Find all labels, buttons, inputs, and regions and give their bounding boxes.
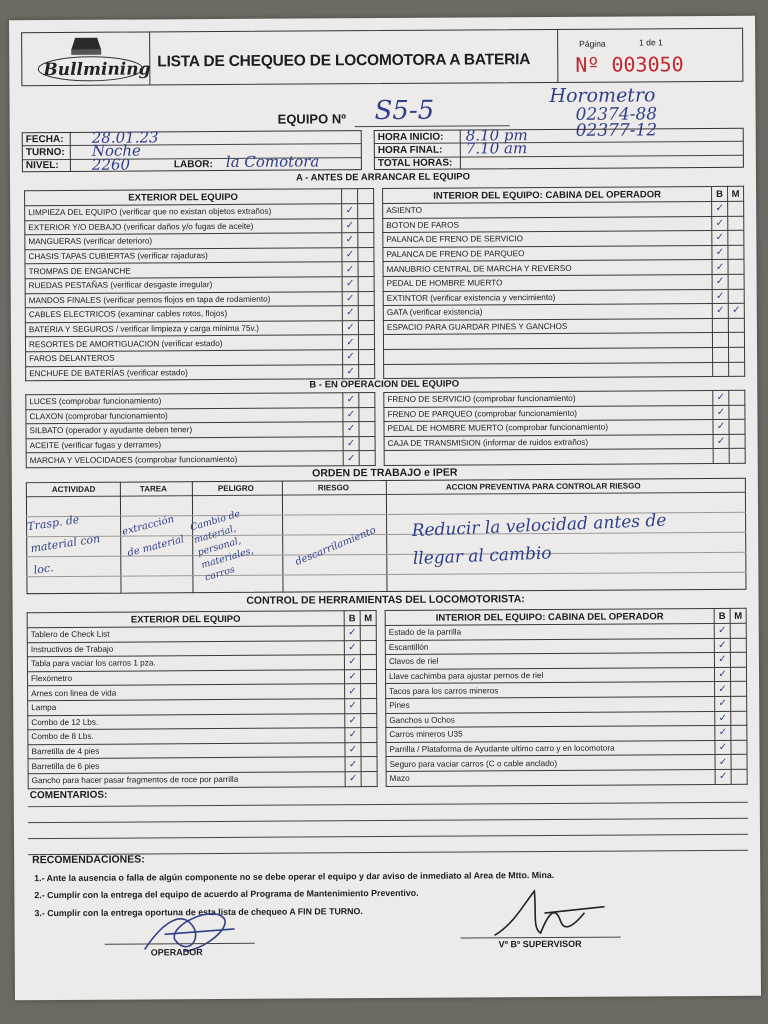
m-check-cell[interactable]: [729, 419, 745, 434]
m-check-cell[interactable]: [358, 262, 374, 277]
herramientas-right-item-label: Tacos para los carros mineros: [386, 682, 715, 699]
herramientas-right-item-label: Seguro para vaciar carros (C o cable anclado): [386, 755, 715, 772]
herramientas-right-item-label: Ganchos u Ochos: [386, 711, 715, 728]
section-b-left-item-label: SILBATO (operador y ayudante deben tener): [26, 422, 343, 439]
m-check-cell[interactable]: [728, 216, 744, 231]
hora-inicio-value: 8.10 pm: [465, 126, 528, 145]
turno-label: TURNO:: [25, 146, 65, 159]
b-check-cell[interactable]: ✓: [343, 422, 359, 437]
section-a-left-item-label: LIMPIEZA DEL EQUIPO (verificar que no existan objetos extraños): [25, 204, 342, 221]
section-b-right-item-label: FRENO DE PARQUEO (comprobar funcionamiento): [384, 405, 713, 422]
herramientas-left-item-label: Combo de 8 Lbs.: [28, 728, 345, 745]
b-check-cell[interactable]: ✓: [342, 204, 358, 219]
m-check-cell[interactable]: [359, 451, 375, 466]
nivel-value: 2260: [91, 155, 131, 174]
b-check-cell[interactable]: ✓: [343, 407, 359, 422]
m-check-cell[interactable]: [359, 364, 375, 379]
m-check-cell[interactable]: [730, 652, 746, 667]
orden-peligro: Cambio de material, personal, materiales, carros: [189, 508, 255, 584]
section-b-left-table: [25, 392, 375, 468]
section-b-right-row: [384, 449, 745, 466]
m-check-cell[interactable]: [358, 291, 374, 306]
herramientas-left-row: [28, 771, 377, 788]
herramientas-right-row: [386, 769, 747, 786]
section-a-right-header: INTERIOR DEL EQUIPO: CABINA DEL OPERADOR: [383, 186, 712, 203]
section-b-right-item-label: FRENO DE SERVICIO (comprobar funcionamiento): [384, 390, 713, 407]
section-a-right-item-label: EXTINTOR (verificar existencia y vencimiento): [383, 289, 712, 306]
orden-actividad: Trasp. de material con loc.: [26, 512, 101, 577]
m-check-cell[interactable]: [728, 260, 744, 275]
m-check-cell[interactable]: [728, 245, 744, 260]
logo-text: Bullmining: [43, 59, 151, 81]
b-check-cell[interactable]: ✓: [715, 726, 731, 741]
section-a-left-item-label: RESORTES DE AMORTIGUACION (verificar estado): [25, 335, 342, 352]
m-check-cell[interactable]: [360, 626, 376, 641]
comentarios-line-3: [28, 834, 748, 839]
b-check-cell[interactable]: ✓: [344, 655, 360, 670]
b-check-cell[interactable]: ✓: [342, 277, 358, 292]
b-header: [342, 189, 358, 204]
supervisor-signature: [484, 883, 614, 944]
b-check-cell[interactable]: ✓: [343, 350, 359, 365]
section-b-right-item-label: [384, 449, 713, 466]
herramientas-right-header: INTERIOR DEL EQUIPO: CABINA DEL OPERADOR: [385, 608, 714, 625]
section-a-left-table: [24, 188, 375, 381]
b-check-cell[interactable]: ✓: [345, 699, 361, 714]
section-b-left-row: [26, 451, 375, 468]
herramientas-left-item-label: Tablero de Check List: [27, 626, 344, 643]
horometro-label: Horometro: [549, 84, 656, 107]
horometro-start: 02374-88: [575, 104, 658, 125]
m-check-cell[interactable]: [730, 638, 746, 653]
m-check-cell[interactable]: [731, 711, 747, 726]
m-check-cell[interactable]: [358, 204, 374, 219]
herramientas-right-item-label: Llave cachimba para ajustar pernos de riel: [385, 667, 714, 684]
b-header: B: [714, 608, 730, 623]
fecha-value: 28.01.23: [91, 128, 159, 147]
m-check-cell[interactable]: [358, 277, 374, 292]
m-check-cell[interactable]: [358, 335, 374, 350]
herramientas-left-item-label: Tabla para vaciar los carros 1 pza.: [27, 655, 344, 672]
b-check-cell[interactable]: ✓: [713, 434, 729, 449]
m-check-cell[interactable]: [361, 728, 377, 743]
total-horas-label: TOTAL HORAS:: [377, 157, 453, 170]
page-title: LISTA DE CHEQUEO DE LOCOMOTORA A BATERIA: [157, 51, 531, 71]
comentarios-line-1: [28, 802, 748, 807]
m-check-cell[interactable]: [731, 769, 747, 784]
m-check-cell[interactable]: [731, 696, 747, 711]
b-check-cell[interactable]: ✓: [342, 306, 358, 321]
herramientas-right-item-label: Parrilla / Plataforma de Ayudante ultimo carro y en locomotora: [386, 740, 715, 757]
m-check-cell[interactable]: [728, 333, 744, 348]
section-b-right-table: [383, 390, 745, 466]
section-a-left-item-label: CHASIS TAPAS CUBIERTAS (verificar rajaduras): [25, 248, 342, 265]
herramientas-left-item-label: Gancho para hacer pasar fragmentos de roce por parrilla: [28, 772, 345, 789]
section-a-left-item-label: TROMPAS DE ENGANCHE: [25, 262, 342, 279]
equipo-label: EQUIPO Nº: [277, 111, 346, 127]
m-check-cell[interactable]: [360, 669, 376, 684]
recomendacion-1: 1.- Ante la ausencia o falla de algún componente no se debe operar el equipo y dar aviso de inmediato al Area de Mtto. Mina.: [34, 869, 555, 884]
b-check-cell[interactable]: ✓: [342, 218, 358, 233]
m-header: M: [730, 608, 746, 623]
b-check-cell[interactable]: ✓: [345, 684, 361, 699]
hora-final-label: HORA FINAL:: [377, 144, 443, 157]
b-check-cell[interactable]: ✓: [712, 216, 728, 231]
herramientas-right-item-label: Pines: [386, 696, 715, 713]
m-check-cell[interactable]: [729, 434, 745, 449]
b-check-cell[interactable]: [713, 449, 729, 464]
b-check-cell[interactable]: ✓: [345, 728, 361, 743]
m-check-cell[interactable]: [360, 640, 376, 655]
m-check-cell[interactable]: [728, 230, 744, 245]
section-a-right-item-label: ESPACIO PARA GUARDAR PINES Y GANCHOS: [383, 318, 712, 335]
section-a-left-item-label: FAROS DELANTEROS: [26, 350, 343, 367]
operador-label: OPERADOR: [150, 947, 203, 958]
herramientas-right-item-label: Escantillón: [385, 638, 714, 655]
m-check-cell[interactable]: [361, 684, 377, 699]
b-check-cell[interactable]: ✓: [712, 289, 728, 304]
herramientas-left-item-label: Arnes con linea de vida: [28, 684, 345, 701]
labor-label: LABOR:: [173, 159, 213, 171]
b-check-cell[interactable]: ✓: [715, 769, 731, 784]
m-check-cell[interactable]: [358, 218, 374, 233]
section-a-left-row: [26, 364, 375, 381]
m-check-cell[interactable]: ✓: [728, 303, 744, 318]
b-check-cell[interactable]: ✓: [342, 233, 358, 248]
section-a-right-item-label: [384, 362, 713, 379]
m-header: [358, 189, 374, 204]
herramientas-title: CONTROL DE HERRAMIENTAS DEL LOCOMOTORISTA:: [246, 593, 525, 607]
hora-inicio-label: HORA INICIO:: [377, 131, 444, 144]
m-check-cell[interactable]: [728, 201, 744, 216]
labor-value: la Comotora: [225, 152, 320, 171]
b-check-cell[interactable]: ✓: [715, 711, 731, 726]
orden-header-accion: ACCION PREVENTIVA PARA CONTROLAR RIESGO: [445, 481, 641, 492]
section-a-left-item-label: RUEDAS PESTAÑAS (verificar desgaste irregular): [25, 277, 342, 294]
section-a-left-item-label: MANDOS FINALES (verificar pernos flojos en tapa de rodamiento): [25, 291, 342, 308]
m-check-cell[interactable]: [729, 405, 745, 420]
m-check-cell[interactable]: [361, 699, 377, 714]
herramientas-right-table: [385, 608, 748, 787]
section-a-left-item-label: BATERIA Y SEGUROS / verificar limpieza y carga minima 75v.): [25, 321, 342, 338]
m-check-cell[interactable]: [730, 667, 746, 682]
b-check-cell[interactable]: ✓: [345, 757, 361, 772]
orden-title: ORDEN DE TRABAJO e IPER: [312, 466, 458, 480]
m-check-cell[interactable]: [358, 306, 374, 321]
b-check-cell[interactable]: ✓: [712, 304, 728, 319]
orden-riesgo: descarrilamiento: [293, 524, 378, 568]
b-check-cell[interactable]: ✓: [343, 393, 359, 408]
b-check-cell[interactable]: ✓: [712, 260, 728, 275]
herramientas-left-item-label: Barretilla de 6 pies: [28, 757, 345, 774]
herramientas-left-item-label: Combo de 12 Lbs.: [28, 713, 345, 730]
section-a-right-item-label: BOTON DE FAROS: [383, 216, 712, 233]
b-check-cell[interactable]: ✓: [344, 626, 360, 641]
supervisor-label: Vº Bº SUPERVISOR: [498, 938, 582, 950]
b-check-cell[interactable]: ✓: [712, 231, 728, 246]
b-header: B: [344, 611, 360, 626]
m-check-cell[interactable]: [729, 347, 745, 362]
m-check-cell[interactable]: [731, 740, 747, 755]
section-a-right-row: [384, 362, 745, 379]
herramientas-left-item-label: Lampa: [28, 699, 345, 716]
orden-accion: Reducir la velocidad antes de llegar al cambio: [411, 510, 667, 570]
herramientas-right-item-label: Estado de la parrilla: [385, 623, 714, 640]
section-a-left-item-label: ENCHUFE DE BATERÍAS (verificar estado): [26, 364, 343, 381]
section-b-right-item-label: CAJA DE TRANSMISION (informar de ruidos extraños): [384, 434, 713, 451]
b-check-cell[interactable]: [713, 362, 729, 377]
section-a-right-item-label: ASIENTO: [383, 201, 712, 218]
b-check-cell[interactable]: ✓: [713, 390, 729, 405]
nivel-label: NIVEL:: [25, 159, 59, 172]
checklist-sheet: [9, 16, 761, 1001]
section-a-left-item-label: CABLES ELECTRICOS (examinar cables rotos, flojos): [25, 306, 342, 323]
orden-header-peligro: PELIGRO: [217, 483, 254, 494]
m-check-cell[interactable]: [358, 247, 374, 262]
m-check-cell[interactable]: [728, 318, 744, 333]
b-check-cell[interactable]: ✓: [344, 640, 360, 655]
b-check-cell[interactable]: ✓: [343, 364, 359, 379]
section-a-title: A - ANTES DE ARRANCAR EL EQUIPO: [295, 171, 471, 184]
herramientas-right-item-label: Carros mineros U35: [386, 726, 715, 743]
b-check-cell[interactable]: ✓: [713, 405, 729, 420]
hora-final-value: 7.10 am: [465, 139, 528, 158]
herramientas-left-header: EXTERIOR DEL EQUIPO: [27, 611, 344, 628]
herramientas-left-item-label: Instructivos de Trabajo: [27, 640, 344, 657]
section-b-left-item-label: CLAXON (comprobar funcionamiento): [26, 407, 343, 424]
section-b-left-item-label: MARCHA Y VELOCIDADES (comprobar funcionamiento): [26, 451, 343, 468]
b-check-cell[interactable]: ✓: [713, 420, 729, 435]
m-check-cell[interactable]: [729, 390, 745, 405]
serial-number: Nº 003050: [575, 52, 684, 77]
section-a-left-item-label: EXTERIOR Y/O DEBAJO (verificar daños y/o fugas de aceite): [25, 218, 342, 235]
m-check-cell[interactable]: [729, 362, 745, 377]
b-check-cell[interactable]: ✓: [343, 451, 359, 466]
section-a-right-item-label: PALANCA DE FRENO DE PARQUEO: [383, 245, 712, 262]
m-check-cell[interactable]: [730, 623, 746, 638]
section-b-right-item-label: PEDAL DE HOMBRE MUERTO (comprobar funcionamiento): [384, 420, 713, 437]
m-check-cell[interactable]: [731, 755, 747, 770]
section-a-right-item-label: GATA (verificar existencia): [383, 304, 712, 321]
b-check-cell[interactable]: ✓: [714, 638, 730, 653]
b-check-cell[interactable]: ✓: [345, 742, 361, 757]
b-check-cell[interactable]: ✓: [715, 755, 731, 770]
m-check-cell[interactable]: [729, 449, 745, 464]
b-check-cell[interactable]: ✓: [715, 740, 731, 755]
b-check-cell[interactable]: ✓: [342, 247, 358, 262]
b-check-cell[interactable]: ✓: [342, 291, 358, 306]
m-check-cell[interactable]: [359, 349, 375, 364]
b-check-cell[interactable]: [712, 318, 728, 333]
section-a-left-item-label: MANGUERAS (verificar deterioro): [25, 233, 342, 250]
b-check-cell[interactable]: ✓: [715, 682, 731, 697]
recomendacion-2: 2.- Cumplir con la entrega del equipo de acuerdo al Programa de Mantenimiento Preventivo.: [34, 887, 419, 901]
b-header: B: [712, 186, 728, 201]
herramientas-left-item-label: Barretilla de 4 pies: [28, 742, 345, 759]
turno-value: Noche: [91, 141, 141, 160]
b-check-cell[interactable]: ✓: [342, 335, 358, 350]
m-check-cell[interactable]: [360, 655, 376, 670]
b-check-cell[interactable]: ✓: [712, 274, 728, 289]
b-check-cell[interactable]: ✓: [343, 436, 359, 451]
page-label: Página: [579, 38, 606, 49]
b-check-cell[interactable]: ✓: [342, 320, 358, 335]
b-check-cell[interactable]: ✓: [712, 245, 728, 260]
section-b-left-item-label: ACEITE (verificar fugas y derrames): [26, 437, 343, 454]
herramientas-left-table: [27, 610, 378, 789]
recomendacion-3: 3.- Cumplir con la entrega oportuna de esta lista de chequeo A FIN DE TURNO.: [34, 906, 363, 919]
b-check-cell[interactable]: ✓: [714, 653, 730, 668]
m-check-cell[interactable]: [359, 393, 375, 408]
section-a-right-item-label: PALANCA DE FRENO DE SERVICIO: [383, 231, 712, 248]
m-check-cell[interactable]: [731, 725, 747, 740]
m-check-cell[interactable]: [361, 742, 377, 757]
m-check-cell[interactable]: [361, 771, 377, 786]
m-check-cell[interactable]: [359, 436, 375, 451]
orden-header-riesgo: RIESGO: [317, 483, 350, 493]
fecha-label: FECHA:: [25, 133, 64, 146]
section-a-left-header: EXTERIOR DEL EQUIPO: [25, 189, 342, 206]
section-a-right-item-label: MANUBRIO CENTRAL DE MARCHA Y REVERSO: [383, 260, 712, 277]
page-value: 1 de 1: [639, 37, 663, 48]
section-b-title: B - EN OPERACION DEL EQUIPO: [309, 378, 460, 391]
herramientas-right-item-label: Clavos de riel: [385, 653, 714, 670]
horometro-end: 02377-12: [575, 120, 658, 141]
b-check-cell[interactable]: [713, 347, 729, 362]
recomendaciones-title: RECOMENDACIONES:: [32, 853, 145, 867]
m-check-cell[interactable]: [358, 320, 374, 335]
comentarios-label: COMENTARIOS:: [29, 789, 108, 802]
m-header: M: [360, 611, 376, 626]
b-check-cell[interactable]: ✓: [715, 696, 731, 711]
m-check-cell[interactable]: [728, 289, 744, 304]
orden-header-tarea: TAREA: [139, 484, 167, 494]
equipo-value: S5-5: [374, 95, 435, 127]
b-check-cell[interactable]: ✓: [714, 667, 730, 682]
b-check-cell[interactable]: ✓: [714, 623, 730, 638]
m-check-cell[interactable]: [731, 682, 747, 697]
m-check-cell[interactable]: [361, 713, 377, 728]
m-check-cell[interactable]: [361, 757, 377, 772]
section-b-left-item-label: LUCES (comprobar funcionamiento): [26, 393, 343, 410]
m-check-cell[interactable]: [359, 422, 375, 437]
b-check-cell[interactable]: ✓: [344, 669, 360, 684]
b-check-cell[interactable]: ✓: [345, 772, 361, 787]
b-check-cell[interactable]: ✓: [712, 201, 728, 216]
herramientas-right-item-label: Mazo: [386, 769, 715, 786]
b-check-cell[interactable]: ✓: [342, 262, 358, 277]
herramientas-left-item-label: Flexómetro: [27, 670, 344, 687]
b-check-cell[interactable]: ✓: [345, 713, 361, 728]
orden-header-actividad: ACTIVIDAD: [51, 484, 96, 495]
comentarios-line-2: [28, 818, 748, 823]
b-check-cell[interactable]: [712, 333, 728, 348]
section-a-right-table: [382, 186, 745, 379]
orden-tarea: extracción de material: [120, 513, 186, 560]
m-header: M: [728, 186, 744, 201]
section-a-right-item-label: PEDAL DE HOMBRE MUERTO: [383, 274, 712, 291]
m-check-cell[interactable]: [728, 274, 744, 289]
m-check-cell[interactable]: [359, 407, 375, 422]
m-check-cell[interactable]: [358, 233, 374, 248]
